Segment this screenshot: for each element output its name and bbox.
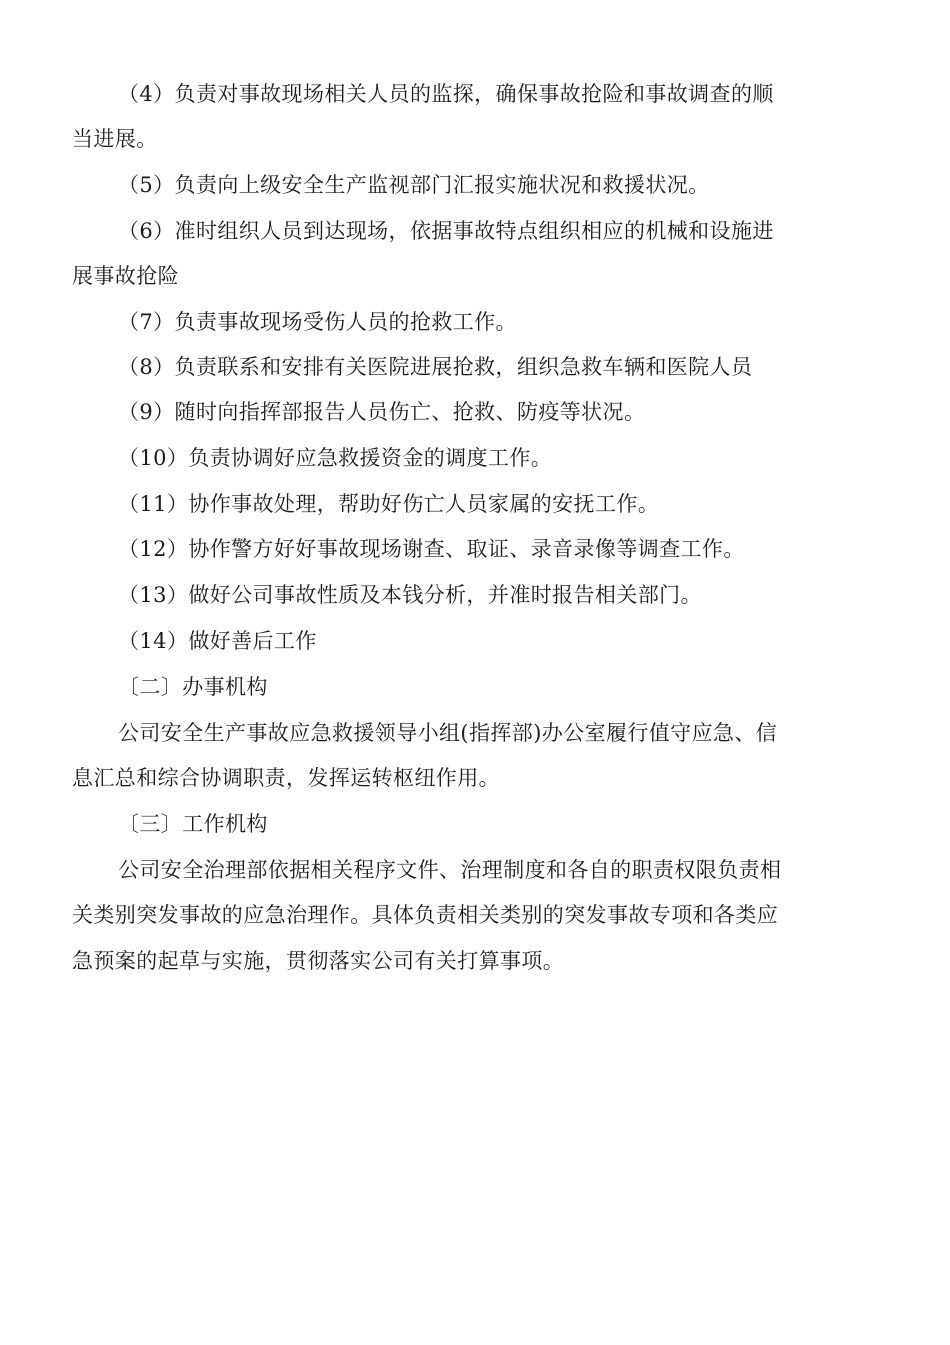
section-heading-office: 〔二〕办事机构 bbox=[118, 675, 268, 699]
working-body-paragraph-line-2: 关类别突发事故的应急治理作。具体负责相关类别的突发事故专项和各类应 bbox=[72, 903, 779, 927]
duty-item-7: （7）负责事故现场受伤人员的抢救工作。 bbox=[118, 310, 517, 334]
duty-item-6-continued: 展事故抢险 bbox=[72, 264, 179, 288]
duty-item-5: （5）负责向上级安全生产监视部门汇报实施状况和救援状况。 bbox=[118, 173, 710, 197]
duty-item-11: （11）协作事故处理，帮助好伤亡人员家属的安抚工作。 bbox=[118, 492, 660, 516]
duty-item-8: （8）负责联系和安排有关医院进展抢救，组织急救车辆和医院人员 bbox=[118, 355, 753, 379]
duty-item-14: （14）做好善后工作 bbox=[118, 629, 317, 653]
working-body-paragraph-line-1: 公司安全治理部依据相关程序文件、治理制度和各自的职责权限负责相 bbox=[118, 858, 782, 882]
duty-item-4: （4）负责对事故现场相关人员的监探，确保事故抢险和事故调查的顺 bbox=[118, 82, 774, 106]
section-heading-working-body: 〔三〕工作机构 bbox=[118, 812, 268, 836]
duty-item-13: （13）做好公司事故性质及本钱分析，并准时报告相关部门。 bbox=[118, 583, 702, 607]
office-paragraph-line-2: 息汇总和综合协调职责，发挥运转枢纽作用。 bbox=[72, 766, 500, 790]
duty-item-10: （10）负责协调好应急救援资金的调度工作。 bbox=[118, 446, 553, 470]
duty-item-12: （12）协作警方好好事故现场谢查、取证、录音录像等调查工作。 bbox=[118, 537, 745, 561]
working-body-paragraph-line-3: 急预案的起草与实施，贯彻落实公司有关打算事项。 bbox=[72, 949, 565, 973]
duty-item-4-continued: 当进展。 bbox=[72, 127, 158, 151]
duty-item-6: （6）准时组织人员到达现场，依据事故特点组织相应的机械和设施进 bbox=[118, 219, 774, 243]
duty-item-9: （9）随时向指挥部报告人员伤亡、抢救、防疫等状况。 bbox=[118, 400, 646, 424]
office-paragraph-line-1: 公司安全生产事故应急救援领导小组(指挥部)办公室履行值守应急、信 bbox=[118, 721, 778, 745]
